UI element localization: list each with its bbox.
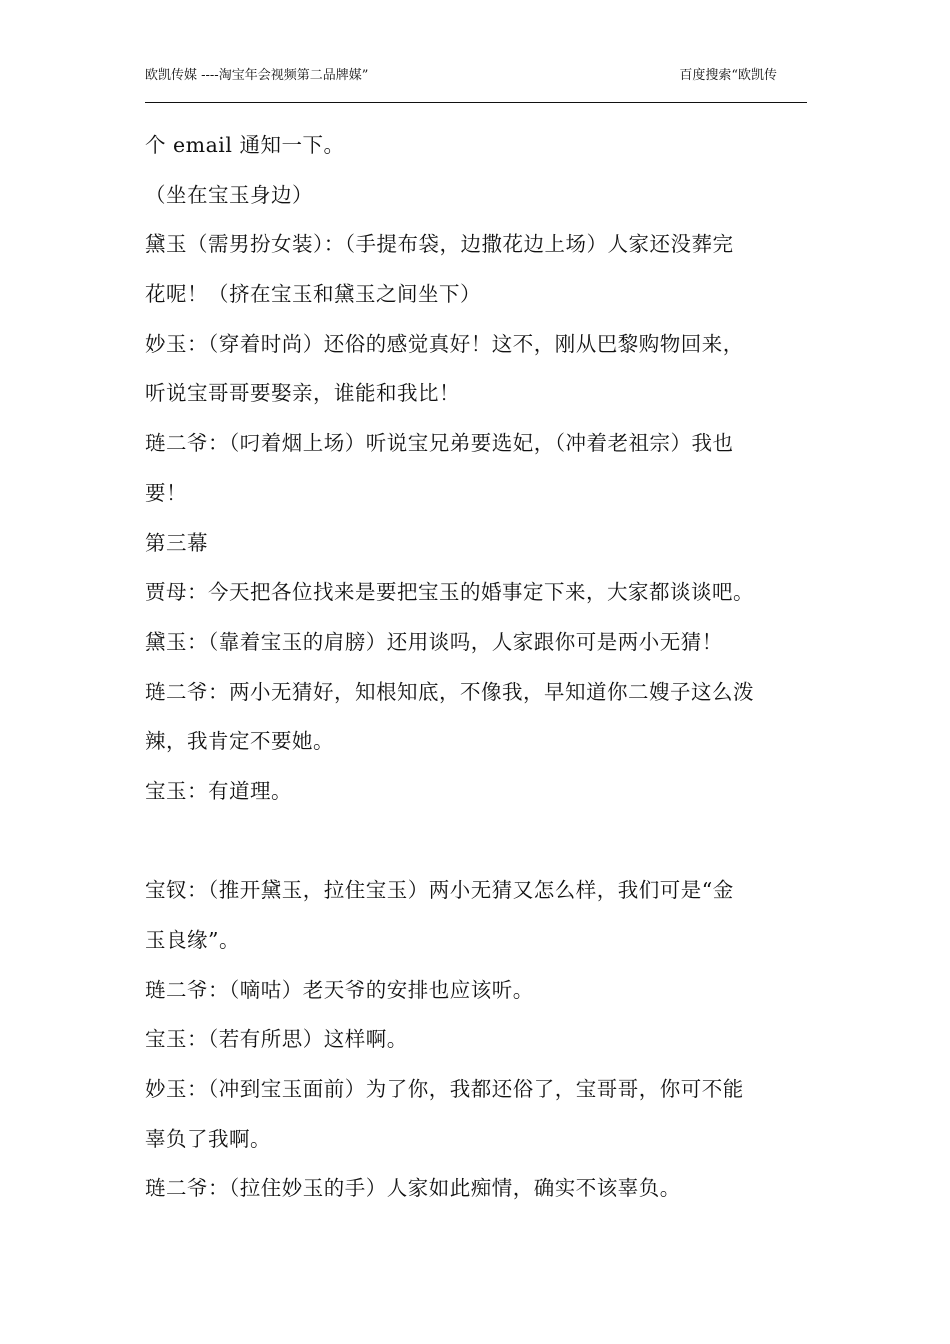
text-line: 琏二爷：两小无猜好，知根知底，不像我，早知道你二嫂子这么泼 (145, 679, 754, 704)
text-line: 宝钗：（推开黛玉，拉住宝玉）两小无猜又怎么样，我们可是“金 (145, 878, 734, 903)
text-line: 贾母：今天把各位找来是要把宝玉的婚事定下来，大家都谈谈吧。 (145, 580, 754, 605)
header-left-text: 欧凯传媒 ----淘宝年会视频第二品牌媒” (145, 68, 369, 83)
scene-heading: 第三幕 (145, 530, 208, 555)
text-line: 琏二爷：（叼着烟上场）听说宝兄弟要选妃，（冲着老祖宗）我也 (145, 431, 734, 456)
text-line: 要！ (145, 480, 187, 505)
text-line: 花呢！（挤在宝玉和黛玉之间坐下） (145, 282, 481, 307)
text-line: 琏二爷：（嘀咕）老天爷的安排也应该听。 (145, 977, 534, 1002)
page-header (145, 66, 807, 104)
text-line: 辣，我肯定不要她。 (145, 729, 334, 754)
text-line: 琏二爷：（拉住妙玉的手）人家如此痴情，确实不该辜负。 (145, 1176, 681, 1201)
text-line: 玉良缘”。 (145, 928, 240, 952)
text-line: 黛玉：（靠着宝玉的肩膀）还用谈吗，人家跟你可是两小无猜！ (145, 629, 723, 654)
text-line: 黛玉（需男扮女装）：（手提布袋，边撒花边上场）人家还没葬完 (145, 232, 734, 257)
text-line: 个 email 通知一下。 (145, 133, 345, 157)
text-line: 妙玉：（穿着时尚）还俗的感觉真好！这不，刚从巴黎购物回来， (145, 331, 744, 356)
script-body (145, 121, 805, 1214)
header-divider (145, 102, 807, 103)
text-line: 听说宝哥哥要娶亲，谁能和我比！ (145, 381, 460, 406)
blank-line (145, 817, 805, 867)
text-line: （坐在宝玉身边） (145, 182, 313, 207)
header-right-text: 百度搜索“欧凯传 (679, 68, 777, 83)
text-line: 宝玉：（若有所思）这样啊。 (145, 1027, 408, 1052)
text-line: 辜负了我啊。 (145, 1126, 271, 1151)
text-line: 宝玉：有道理。 (145, 778, 292, 803)
text-line: 妙玉：（冲到宝玉面前）为了你，我都还俗了，宝哥哥，你可不能 (145, 1077, 744, 1102)
